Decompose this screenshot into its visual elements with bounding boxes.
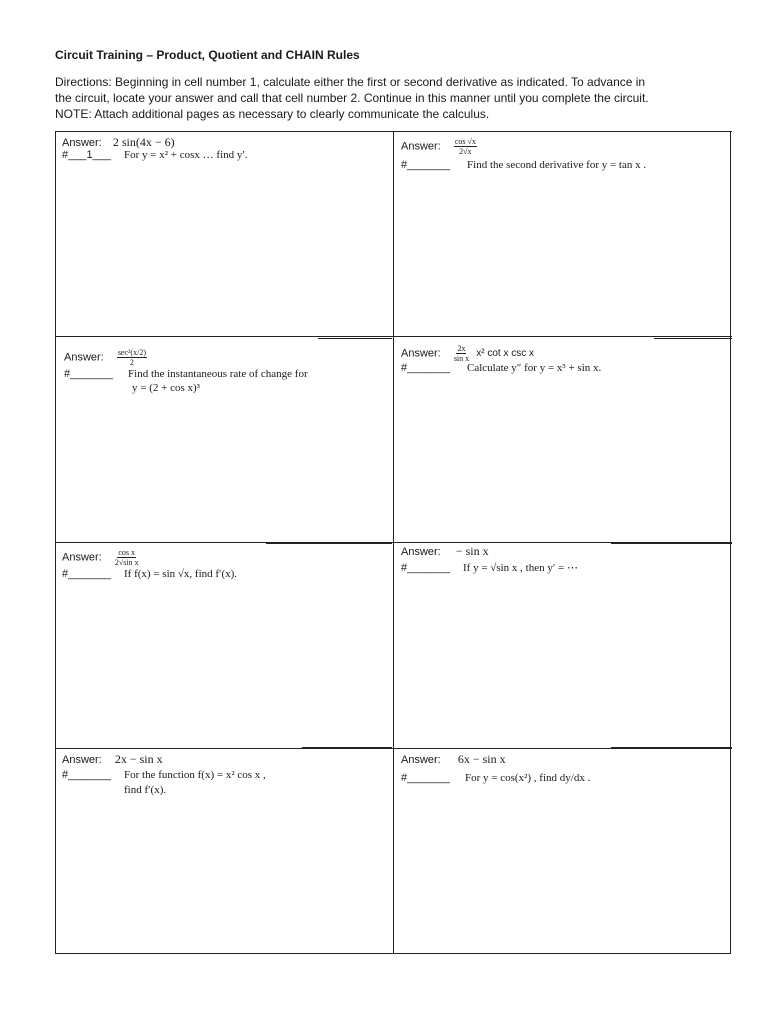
circuit-cell-2 [401, 135, 726, 330]
problem-text-line-2: find f′(x). [124, 784, 167, 796]
worksheet-title: Circuit Training – Product, Quotient and CHAIN Rules [55, 48, 360, 62]
circuit-cell-6 [401, 544, 726, 739]
answer-denominator: sin x [453, 354, 470, 363]
directions [55, 74, 725, 122]
cell-corner-line [611, 543, 732, 544]
answer-numerator: cos √x [454, 137, 476, 146]
cell-corner-line [266, 543, 392, 544]
cell-number-blank[interactable]: _______ [407, 159, 450, 171]
cell-corner-line [318, 338, 392, 339]
cell-number-blank[interactable]: _______ [407, 562, 450, 574]
answer-value: 6x − sin x [457, 752, 506, 766]
answer-label: Answer: [401, 546, 441, 558]
cell-corner-line [641, 131, 732, 132]
answer-value: − sin x [455, 544, 489, 558]
cell-corner-line [611, 747, 732, 748]
hash-label: # [401, 159, 408, 171]
cell-number-blank[interactable]: ___1___ [68, 149, 111, 161]
cell-number-blank[interactable]: _______ [70, 368, 113, 380]
answer-denominator: 2 [129, 358, 134, 367]
hash-label: # [401, 362, 408, 374]
cell-corner-line [654, 338, 732, 339]
answer-value: 2 sin(4x − 6) [112, 135, 175, 149]
answer-numerator: cos x [118, 548, 136, 557]
hash-label: # [62, 149, 69, 161]
cell-number-blank[interactable]: _______ [407, 362, 450, 374]
directions-line-1: Directions: Beginning in cell number 1, calculate either the first or second derivative as indicated. To advance in [55, 75, 646, 89]
answer-label: Answer: [401, 754, 441, 766]
answer-value: 2x − sin x [114, 752, 163, 766]
cell-number-blank[interactable]: _______ [407, 772, 450, 784]
answer-label: Answer: [401, 347, 441, 360]
circuit-cell-5 [62, 548, 387, 743]
answer-label: Answer: [64, 351, 104, 364]
hash-label: # [62, 769, 69, 781]
grid-divider-row-1 [56, 336, 732, 337]
cell-corner-line [302, 747, 392, 748]
problem-text: If f(x) = sin √x, find f′(x). [124, 568, 238, 580]
circuit-cell-4 [401, 342, 726, 537]
circuit-cell-1 [62, 135, 387, 330]
directions-line-3: NOTE: Attach additional pages as necessary to clearly communicate the calculus. [55, 107, 490, 121]
cell-number-blank[interactable]: _______ [68, 769, 111, 781]
answer-numerator: 2x [457, 344, 466, 353]
answer-label: Answer: [62, 551, 102, 564]
hash-label: # [401, 562, 408, 574]
problem-text: If y = √sin x , then y′ = ⋯ [463, 562, 578, 574]
problem-text: Find the instantaneous rate of change for [128, 368, 308, 380]
problem-text: For y = cos(x²) , find dy/dx . [465, 772, 591, 784]
answer-label: Answer: [401, 140, 441, 153]
answer-label: Answer: [62, 754, 102, 766]
answer-label: Answer: [62, 137, 102, 149]
hash-label: # [62, 568, 69, 580]
circuit-cell-7 [62, 752, 387, 947]
cell-number-blank[interactable]: _______ [68, 568, 111, 580]
problem-text: Find the second derivative for y = tan x . [467, 159, 647, 171]
problem-text: For y = x² + cosx … find y′. [124, 149, 248, 161]
answer-denominator: 2√sin x [114, 558, 139, 567]
problem-text-line-2: y = (2 + cos x)³ [132, 382, 200, 394]
problem-text: Calculate y″ for y = x³ + sin x. [467, 362, 602, 374]
hash-label: # [64, 368, 71, 380]
grid-divider-row-3 [56, 748, 732, 749]
answer-denominator: 2√x [459, 147, 472, 156]
circuit-cell-3 [62, 342, 387, 537]
answer-numerator: sec²(x/2) [117, 348, 146, 357]
problem-text: For the function f(x) = x² cos x , [124, 769, 266, 781]
hash-label: # [401, 772, 408, 784]
circuit-cell-8 [401, 752, 726, 947]
directions-line-2: the circuit, locate your answer and call that cell number 2. Continue in this manner until you complete the circuit. [55, 91, 649, 105]
answer-value: x² cot x csc x [476, 348, 535, 360]
